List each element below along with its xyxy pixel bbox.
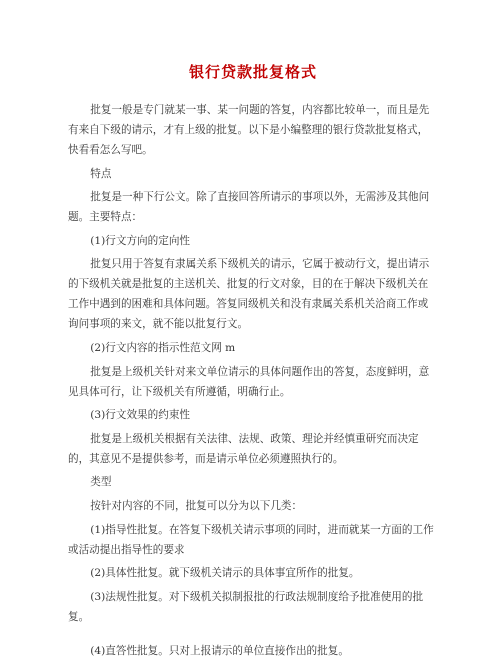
- type-1-paragraph: (1)指导性批复。在答复下级机关请示事项的同时，进而就某一方面的工作或活动提出指导性的要求: [68, 523, 434, 556]
- section-heading-types: 类型: [90, 476, 112, 489]
- feature-2-paragraph: 批复是上级机关针对来文单位请示的具体问题作出的答复，态度鲜明，意见具体可行，让下级机关有所遵循，明确行止。: [68, 365, 430, 398]
- type-4-paragraph: (4)直答性批复。只对上报请示的单位直接作出的批复。: [90, 645, 349, 658]
- feature-1-paragraph: 批复只用于答复有隶属关系下级机关的请示，它属于被动行文，提出请示的下级机关就是批复的主送机关、批复的行文对象，目的在于解决下级机关在工作中遇到的困难和具体问题。答复同级机关和没有隶属关系机关洽商工作或询问事项的来文，就不能以批复行文。: [68, 258, 430, 331]
- features-intro-paragraph: 批复是一种下行公文。除了直接回答所请示的事项以外，无需涉及其他问题。主要特点：: [68, 191, 430, 224]
- feature-3-paragraph: 批复是上级机关根据有关法律、法规、政策、理论并经慎重研究而决定的，其意见不是提供参考，而是请示单位必须遵照执行的。: [68, 432, 419, 465]
- document-title: 银行贷款批复格式: [188, 63, 317, 81]
- type-3-paragraph: (3)法规性批复。对下级机关拟制报批的行政法规制度给予批准使用的批复。: [68, 590, 424, 623]
- feature-2-heading: (2)行文内容的指示性范文网 m: [90, 341, 236, 354]
- section-heading-features: 特点: [90, 167, 112, 180]
- intro-paragraph: 批复一般是专门就某一事、某一问题的答复，内容都比较单一，而且是先有来自下级的请示，才有上级的批复。以下是小编整理的银行贷款批复格式，快看看怎么写吧。: [68, 104, 430, 156]
- feature-3-heading: (3)行文效果的约束性: [90, 409, 191, 422]
- type-2-paragraph: (2)具体性批复。就下级机关请示的具体事宜所作的批复。: [90, 567, 360, 580]
- document-body: [68, 100, 438, 661]
- feature-1-heading: (1)行文方向的定向性: [90, 234, 191, 247]
- paragraph-gap: [68, 630, 438, 641]
- types-intro-paragraph: 按针对内容的不同，批复可以分为以下几类：: [90, 499, 303, 512]
